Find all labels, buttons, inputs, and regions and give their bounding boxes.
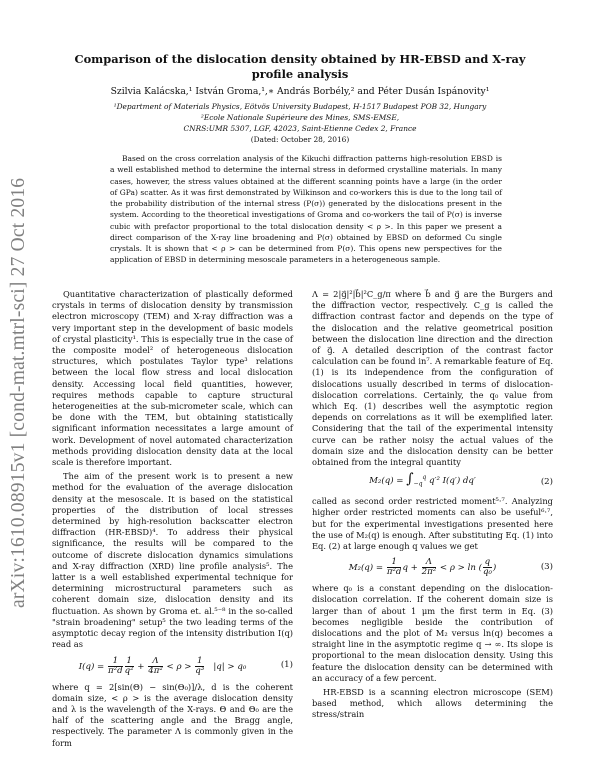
author-list: Szilvia Kalácska,¹ István Groma,¹,∗ András Borbély,² and Péter Dusán Ispánovity¹ <box>110 86 490 97</box>
affiliation-2-cont: CNRS:UMR 5307, LGF, 42023, Saint-Etienne Cedex 2, France <box>183 124 417 133</box>
arxiv-identifier[interactable]: arXiv:1610.08915v1 [cond-mat.mtrl-sci] 27 Oct 2016 <box>8 177 29 608</box>
right-column <box>312 289 553 721</box>
eq2-lhs: M₂(q) = <box>369 476 404 487</box>
paragraph-intro: Quantitative characterization of plastically deformed crystals in terms of dislocation density by transmission electron microscopy (TEM) and X-ray diffraction was a very important step in the development of basic models of crystal plasticity¹. This is especially true in the case of the composite model² of heterogeneous dislocation structures, which postulates Taylor type³ relations between the local flow stress and local dislocation density. Accessing local field quantities, however, requires methods capable to capture structural heterogeneities at the sub-micrometer scale, which can be done with the TEM, but obtaining statistically significant information necessitates a large amount of work. Development of novel automated characterization methods providing dislocation density data at the local scale is therefore important. <box>52 289 293 468</box>
paragraph-aim: The aim of the present work is to present a new method for the evaluation of the average dislocation density at the mesoscale. It is based on the statistical properties of the distribution of local stresses determined by high-resolution backscatter electron diffraction (HR-EBSD)⁴. To address their physical significance, the results will be compared to the outcome of discrete dislocation dynamics simulations and X-ray diffraction (XRD) line profile analysis⁵. The latter is a well established experimental technique for determining microstructural parameters such as coherent domain size, dislocation density and its fluctuation. As shown by Groma et. al.⁵⁻⁸ in the so-called "strain broadening" setup⁵ the two leading terms of the asymptotic decay region of the intensity distribution I(q) read as <box>52 471 293 650</box>
paragraph-hr-ebsd: HR-EBSD is a scanning electron microscope (SEM) based method, which allows determining the stress/strain <box>312 687 553 720</box>
eq1-number: (1) <box>280 660 293 671</box>
equation-3: M₂(q) = $\frac{1}{\text{π²d}}$ q + $\frac{\Lambda}{\text{2π²}}$ < ρ > ln ( $\frac{q}{\text{q₀}}$ ) (3) <box>348 557 553 578</box>
abstract: Based on the cross correlation analysis of the Kikuchi diffraction patterns high-resolution EBSD is a well established method to determine the internal stress in deformed crystalline materials. In many cases, however, the stress values obtained at the different scanning points have a large (in the order of GPa) scatter. As it was first demonstrated by Wilkinson and co-workers this is due to the long tail of the probability distribution of the internal stress (P(σ)) generated by the dislocations present in the system. According to the theoretical investigations of Groma and co-workers the tail of P(σ) is inverse cubic with prefactor proportional to the total dislocation density < ρ >. In this paper we present a direct comparison of the X-ray line broadening and P(σ) obtained by EBSD on deformed Cu single crystals. It is shown that < ρ > can be determined from P(σ). This opens new perspectives for the application of EBSD in determining mesoscale parameters in a heterogeneous sample. <box>110 154 502 265</box>
dated-line: (Dated: October 28, 2016) <box>250 135 350 144</box>
eq2-number: (2) <box>540 476 553 487</box>
paragraph-q0: where q₀ is a constant depending on the dislocation-dislocation correlation. If the coherent domain size is larger than of about 1 μm the first term in Eq. (3) becomes negligible beside the contribution of dislocations and the plot of M₂ versus ln(q) becomes a straight line in the asymptotic regime q → ∞. Its slope is proportional to the mean dislocation density. Using this feature the dislocation density can be determined with an accuracy of a few percent. <box>312 583 553 683</box>
eq1-lhs: I(q) = <box>78 661 105 672</box>
paper-title: Comparison of the dislocation density obtained by HR-EBSD and X-ray profile analysis <box>74 52 526 81</box>
paragraph-definitions: where q = 2[sin(Θ) − sin(Θ₀)]/λ, d is the coherent domain size, < ρ > is the average dislocation density and λ is the wavelength of the X-rays. Θ and Θ₀ are the half of the scattering angle and the Bragg angle, respectively. The parameter Λ is commonly given in the form <box>52 681 293 748</box>
eq1-rho: < ρ > <box>166 661 192 672</box>
eq3-lhs: M₂(q) = <box>348 563 384 574</box>
eq3-number: (3) <box>540 562 553 573</box>
affiliation-1: ¹Department of Materials Physics, Eötvös University Budapest, H-1517 Budapest POB 32, Hungary <box>113 102 487 111</box>
equation-1: I(q) = $\frac{1}{\text{π²d}}$ $\frac{1}{\text{q²}}$ + $\frac{\Lambda}{\text{4π²}}$ < ρ > $\frac{1}{\text{q³}}$ |q| > q₀ (1) <box>78 655 293 676</box>
equation-2: $M_2(q) = \int_{-q}^q$ q′² I(q′) dq′ (2) <box>369 471 553 488</box>
eq3-mid: < ρ > ln <box>439 563 476 574</box>
affiliations <box>30 101 570 145</box>
eq2-integrand: q′² I(q′) dq′ <box>429 476 476 487</box>
paragraph-contrast-factor: Λ = 2|g⃗|²|b⃗|²C_g/π where b⃗ and g⃗ are the Burgers and the diffraction vector, respectively. C_g is called the diffraction contrast factor and depends on the type of the dislocation and the relative geometrical position between the dislocation line direction and the direction of g⃗. A detailed description of the contrast factor calculation can be found in⁷. A remarkable feature of Eq. (1) is its independence from the configuration of dislocations usually described in terms of dislocation-dislocation correlations. Certainly, the q₀ value from which Eq. (1) describes well the asymptotic region depends on correlations as it will be exemplified later. Considering that the tail of the experimental intensity curve can be rather noisy the actual values of the domain size and the dislocation density can be better obtained from the integral quantity <box>312 289 553 468</box>
eq1-condition: |q| > q₀ <box>213 661 247 672</box>
paragraph-restricted-moment: called as second order restricted moment⁵·⁷. Analyzing higher order restricted moments can also be useful⁶·⁷, but for the experimental investigations presented here the use of M₂(q) is enough. After substituting Eq. (1) into Eq. (2) at large enough q values we get <box>312 496 553 551</box>
affiliation-2: ²Ecole Nationale Supérieure des Mines, SMS-EMSE, <box>200 113 400 122</box>
left-column <box>52 289 293 749</box>
